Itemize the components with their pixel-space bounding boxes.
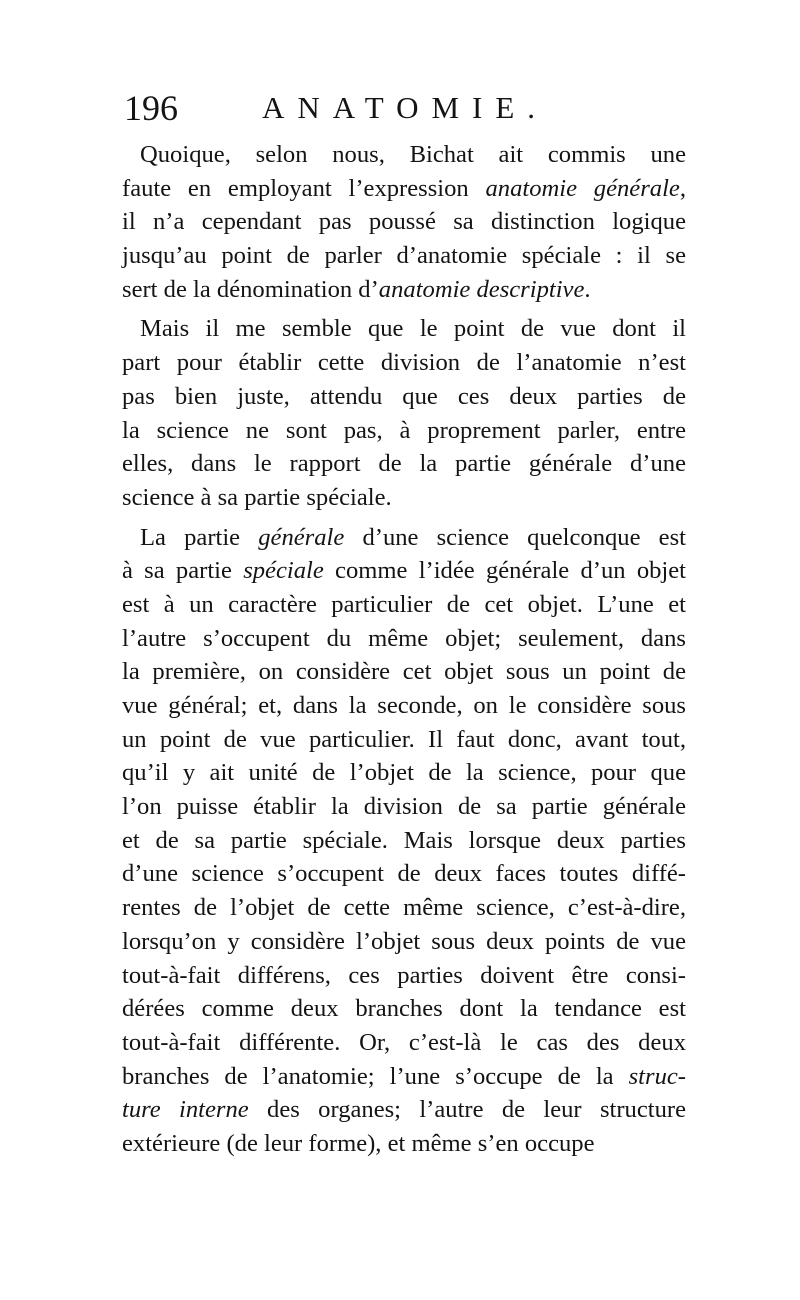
text-line: qu’il y ait unité de l’objet de la science, pour que [122, 759, 686, 787]
text-line: l’autre s’occupent du même objet; seulement, dans [122, 624, 686, 652]
italic-term: anatomie générale [485, 174, 680, 202]
running-title: ANATOMIE. [262, 90, 549, 125]
text-line: Quoique, selon nous, Bichat ait commis une [140, 141, 686, 168]
text-line: Mais il me semble que le point de vue dont il [140, 315, 686, 343]
text-line: il n’a cependant pas poussé sa distinction logique [122, 208, 686, 236]
text-line: La partie générale d’une science quelconque est [140, 523, 686, 551]
text-line: elles, dans le rapport de la partie générale d’une [122, 450, 686, 478]
body-text [122, 138, 686, 1161]
paragraph [122, 521, 686, 1161]
text-line: la science ne sont pas, à proprement parler, entre [122, 416, 686, 444]
italic-term: anatomie descriptive [378, 275, 585, 303]
text-line: ture interne des organes; l’autre de leur structure [122, 1096, 686, 1124]
text-line: l’on puisse établir la division de sa partie générale [122, 793, 686, 821]
text-line: lorsqu’on y considère l’objet sous deux points de vue [122, 927, 686, 955]
text-line: jusqu’au point de parler d’anatomie spéciale : il se [122, 242, 686, 270]
page-header [124, 88, 684, 128]
text-line: d’une science s’occupent de deux faces toutes diffé- [122, 860, 686, 888]
text-line: vue général; et, dans la seconde, on le considère sous [122, 692, 686, 719]
text-line: sert de la dénomination d’anatomie descriptive. [122, 275, 591, 303]
text-line: part pour établir cette division de l’anatomie n’est [122, 349, 686, 377]
italic-term: générale [258, 523, 345, 551]
text-line: et de sa partie spéciale. Mais lorsque deux parties [122, 826, 686, 854]
text-line: tout-à-fait différente. Or, c’est-là le cas des deux [122, 1028, 686, 1056]
italic-term: spéciale [243, 557, 324, 585]
text-line: la première, on considère cet objet sous un point de [122, 658, 686, 686]
text-line: pas bien juste, attendu que ces deux parties de [122, 382, 686, 410]
paragraph [122, 138, 686, 306]
text-line: extérieure (de leur forme), et même s’en occupe [122, 1129, 595, 1157]
text-line: un point de vue particulier. Il faut donc, avant tout, [122, 725, 686, 753]
text-line: dérées comme deux branches dont la tendance est [122, 995, 686, 1023]
text-line: à sa partie spéciale comme l’idée générale d’un objet [122, 557, 686, 585]
text-line: faute en employant l’expression anatomie générale, [122, 174, 686, 202]
text-line: est à un caractère particulier de cet objet. L’une et [122, 590, 686, 618]
text-line: rentes de l’objet de cette même science, c’est-à-dire, [122, 894, 686, 922]
italic-term: struc- [628, 1062, 686, 1090]
text-line: science à sa partie spéciale. [122, 483, 392, 511]
text-line: tout-à-fait différens, ces parties doivent être consi- [122, 961, 686, 989]
paragraph [122, 312, 686, 514]
page-number: 196 [124, 88, 178, 128]
italic-term: ture interne [122, 1096, 249, 1124]
text-line: branches de l’anatomie; l’une s’occupe de la struc- [122, 1062, 686, 1090]
